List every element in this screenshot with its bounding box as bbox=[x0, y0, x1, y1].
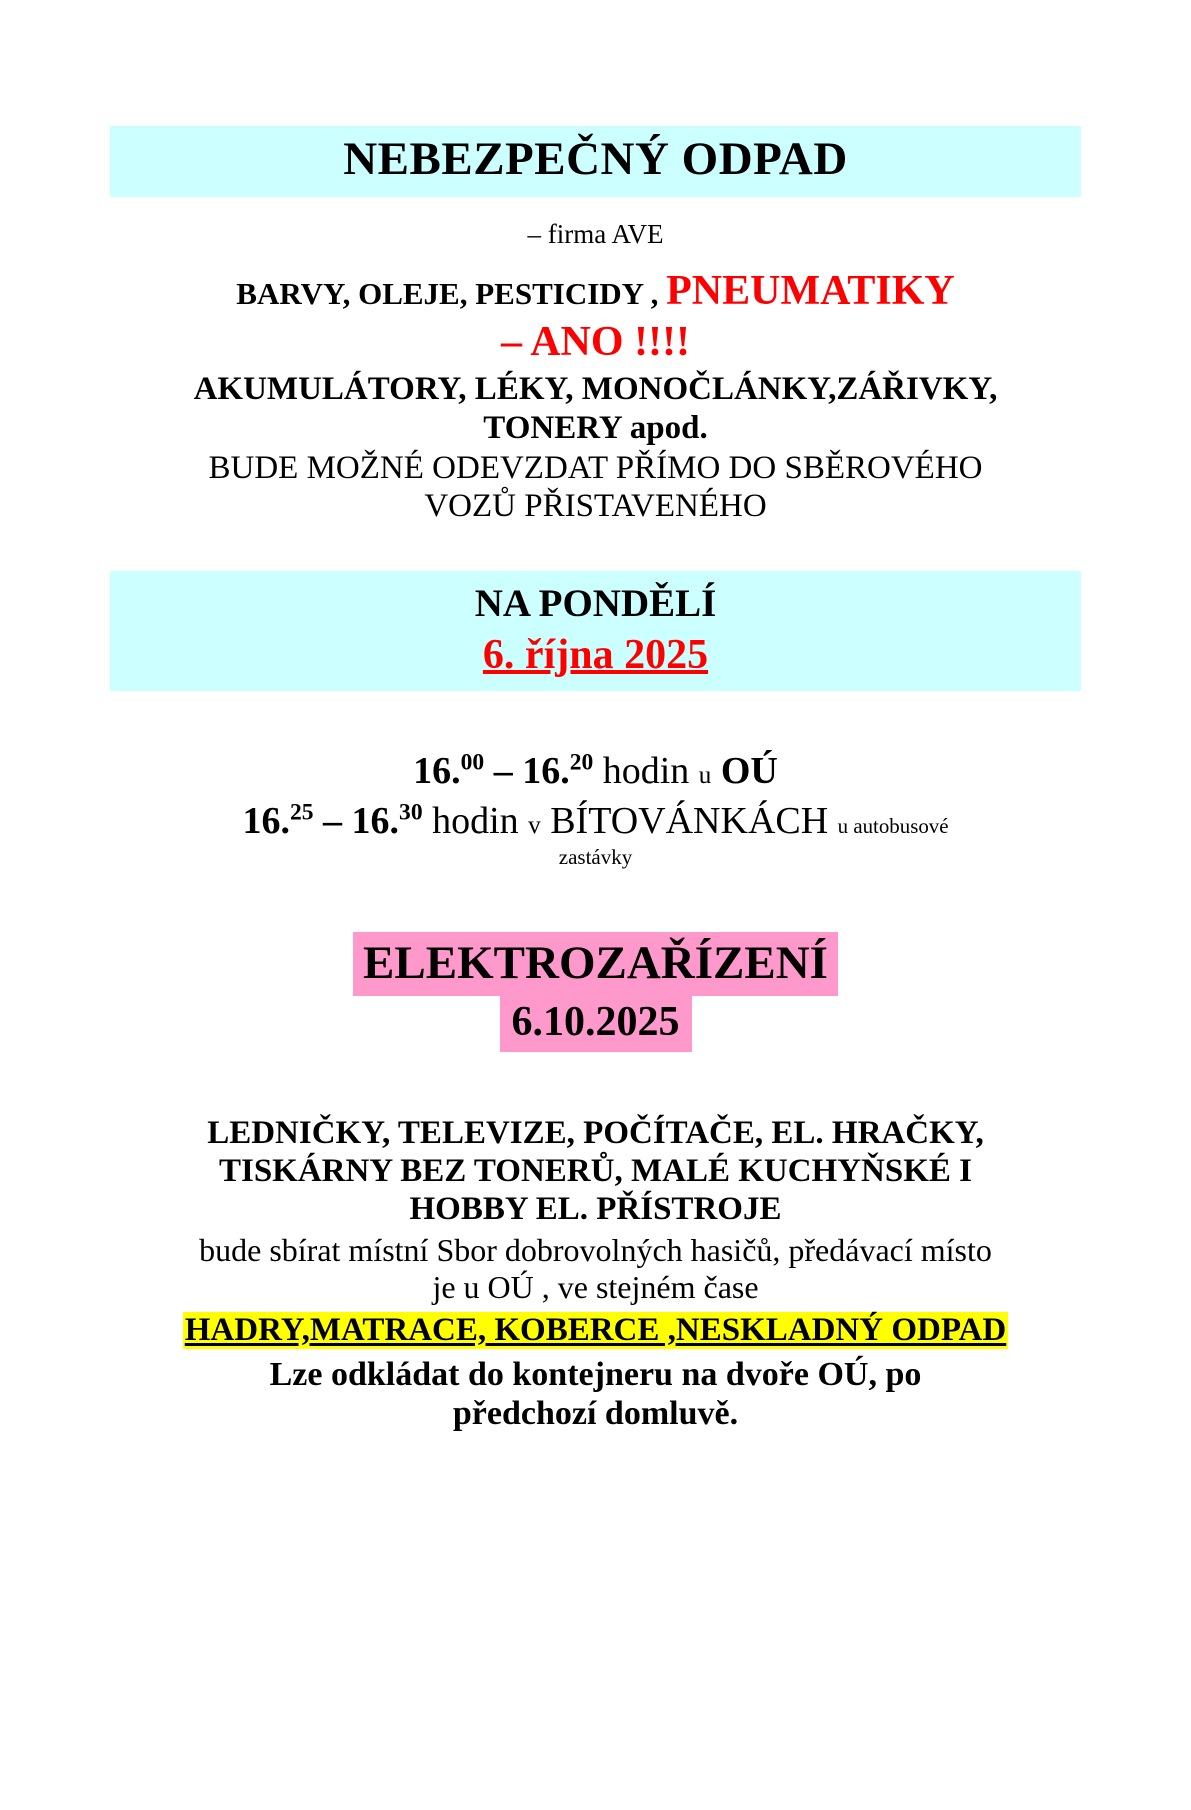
electro-date-row bbox=[110, 996, 1081, 1052]
accepted-items-red: PNEUMATIKY bbox=[666, 267, 955, 314]
appliances-line-3: HOBBY EL. PŘÍSTROJE bbox=[409, 1191, 782, 1228]
bulky-waste-highlight: HADRY,MATRACE, KOBERCE ,NESKLADNÝ ODPAD bbox=[184, 1311, 1007, 1348]
time-2-place: BÍTOVÁNKÁCH bbox=[550, 800, 829, 843]
page-title: NEBEZPEČNÝ ODPAD bbox=[343, 133, 848, 185]
date-highlight-band bbox=[110, 571, 1081, 691]
instructions-line-2: VOZŮ PŘISTAVENÉHO bbox=[424, 488, 767, 525]
accepted-items-line-1 bbox=[110, 267, 1081, 316]
accepted-items-ano: – ANO !!!! bbox=[501, 318, 690, 365]
day-label: NA PONDĚLÍ bbox=[474, 582, 717, 626]
time-2-end-hour: 16. bbox=[351, 800, 400, 843]
electro-highlight-band bbox=[353, 932, 838, 996]
appliances-line-2: TISKÁRNY BEZ TONERŮ, MALÉ KUCHYŇSKÉ I bbox=[218, 1153, 973, 1190]
time-2-start-min: 25 bbox=[290, 799, 314, 826]
appliances-block bbox=[110, 1114, 1081, 1306]
accepted-items-line-2: AKUMULÁTORY, LÉKY, MONOČLÁNKY,ZÁŘIVKY, bbox=[193, 371, 998, 408]
bulky-instruction-line-2: předchozí domluvě. bbox=[452, 1395, 739, 1433]
time-1-end-hour: 16. bbox=[522, 750, 570, 793]
time-1-start-hour: 16. bbox=[413, 750, 461, 793]
time-1-dash: – bbox=[493, 750, 513, 793]
time-1-unit: hodin bbox=[602, 750, 690, 793]
poster-page bbox=[0, 126, 1191, 1810]
time-2-note-continued: zastávky bbox=[558, 845, 633, 870]
bulky-highlight-row bbox=[110, 1312, 1081, 1349]
electro-title-row bbox=[110, 932, 1081, 996]
time-2-start-hour: 16. bbox=[242, 800, 290, 843]
accepted-items-line-3: TONERY apod. bbox=[483, 409, 708, 446]
collection-date-text: 6. října 2025 bbox=[482, 631, 709, 678]
time-2-end-min: 30 bbox=[399, 799, 423, 826]
time-1-end-min: 20 bbox=[569, 749, 594, 776]
electro-date: 6.10.2025 bbox=[500, 996, 692, 1052]
company-line: – firma AVE bbox=[527, 218, 664, 249]
accepted-items-black: BARVY, OLEJE, PESTICIDY , bbox=[236, 275, 659, 311]
time-1-preposition: u bbox=[698, 762, 712, 790]
times-block bbox=[110, 749, 1081, 870]
title-highlight-band bbox=[110, 126, 1081, 197]
time-2-note: u autobusové bbox=[837, 814, 949, 839]
collector-line-2: je u OÚ , ve stejném čase bbox=[432, 1268, 759, 1305]
time-1-place: OÚ bbox=[720, 750, 778, 793]
time-slot-2 bbox=[110, 799, 1081, 843]
time-2-preposition: v bbox=[528, 812, 541, 840]
time-2-dash: – bbox=[323, 800, 343, 843]
instructions-line-1: BUDE MOŽNÉ ODEVZDAT PŘÍMO DO SBĚROVÉHO bbox=[208, 449, 983, 486]
bulky-instruction-line-1: Lze odkládat do kontejneru na dvoře OÚ, po bbox=[269, 1355, 922, 1393]
collection-date bbox=[110, 631, 1081, 680]
electro-title: ELEKTROZAŘÍZENÍ bbox=[363, 936, 828, 989]
collector-line-1: bude sbírat místní Sbor dobrovolných hasičů, předávací místo bbox=[199, 1231, 992, 1268]
appliances-line-1: LEDNIČKY, TELEVIZE, POČÍTAČE, EL. HRAČKY, bbox=[207, 1114, 984, 1151]
time-2-unit: hodin bbox=[432, 800, 519, 843]
time-slot-1 bbox=[110, 749, 1081, 793]
time-1-start-min: 00 bbox=[460, 749, 485, 776]
